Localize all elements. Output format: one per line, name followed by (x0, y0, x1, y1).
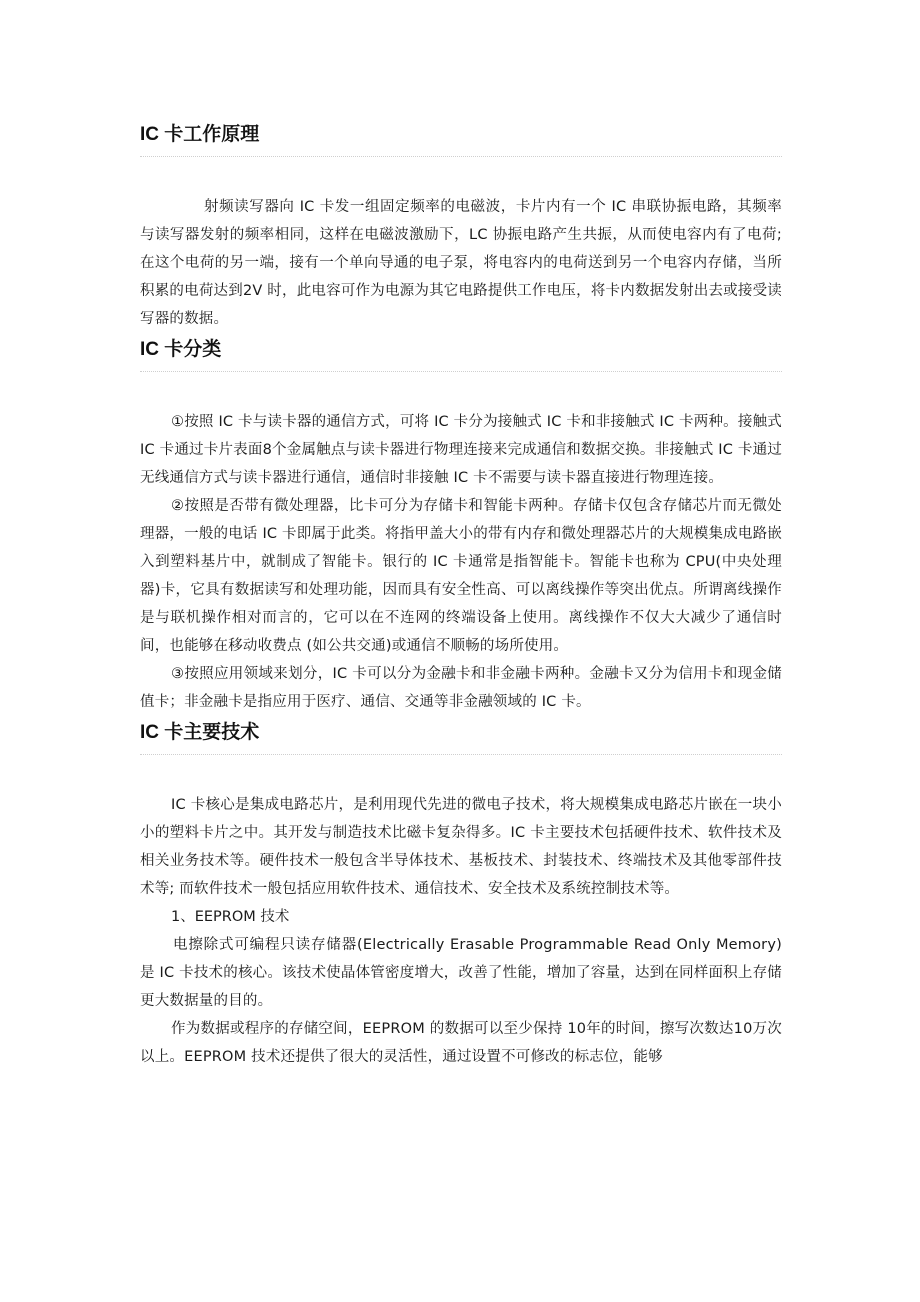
section-heading-main-technologies: IC 卡主要技术 (140, 722, 260, 743)
paragraph-main-technologies: IC 卡核心是集成电路芯片，是利用现代先进的微电子技术，将大规模集成电路芯片嵌在一块小小的塑料卡片之中。其开发与制造技术比磁卡复杂得多。IC 卡主要技术包括硬件技术、软件技术及相关业务技术等。硬件技术一般包含半导体技术、基板技术、封装技术、终端技术及其他零部件技术等; 而软件技术一般包括应用软件技术、通信技术、安全技术及系统控制技术等。 (140, 797, 782, 897)
section-heading-classification: IC 卡分类 (140, 339, 222, 360)
document-page (140, 120, 782, 1071)
paragraph-classification-1: ①按照 IC 卡与读卡器的通信方式，可将 IC 卡分为接触式 IC 卡和非接触式 IC 卡两种。接触式 IC 卡通过卡片表面8个金属触点与读卡器进行物理连接来完成通信和数据交换。非接触式 IC 卡通过无线通信方式与读卡器进行通信，通信时非接触 IC 卡不需要与读卡器直接进行物理连接。 (140, 414, 782, 486)
section-divider (140, 754, 782, 755)
section-heading-working-principle: IC 卡工作原理 (140, 124, 260, 145)
paragraph-eeprom-1: 电擦除式可编程只读存储器(Electrically Erasable Programmable Read Only Memory)是 IC 卡技术的核心。该技术使晶体管密度增大，改善了性能，增加了容量，达到在同样面积上存储更大数据量的目的。 (140, 937, 782, 1009)
paragraph-classification-2: ②按照是否带有微处理器，比卡可分为存储卡和智能卡两种。存储卡仅包含存储芯片而无微处理器，一般的电话 IC 卡即属于此类。将指甲盖大小的带有内存和微处理器芯片的大规模集成电路嵌入到塑料基片中，就制成了智能卡。银行的 IC 卡通常是指智能卡。智能卡也称为 CPU(中央处理器)卡，它具有数据读写和处理功能，因而具有安全性高、可以离线操作等突出优点。所谓离线操作是与联机操作相对而言的，它可以在不连网的终端设备上使用。离线操作不仅大大减少了通信时间，也能够在移动收费点 (如公共交通)或通信不顺畅的场所使用。 (140, 498, 782, 654)
section-divider (140, 156, 782, 157)
paragraph-classification-3: ③按照应用领域来划分，IC 卡可以分为金融卡和非金融卡两种。金融卡又分为信用卡和现金储值卡；非金融卡是指应用于医疗、通信、交通等非金融领域的 IC 卡。 (140, 666, 782, 710)
paragraph-eeprom-2: 作为数据或程序的存储空间，EEPROM 的数据可以至少保持 10年的时间，擦写次数达10万次以上。EEPROM 技术还提供了很大的灵活性，通过设置不可修改的标志位，能够 (140, 1021, 782, 1065)
subheading-eeprom: 1、EEPROM 技术 (171, 909, 290, 925)
section-divider (140, 371, 782, 372)
paragraph-working-principle: 射频读写器向 IC 卡发一组固定频率的电磁波，卡片内有一个 IC 串联协振电路，其频率与读写器发射的频率相同，这样在电磁波激励下，LC 协振电路产生共振，从而使电容内有了电荷; 在这个电荷的另一端，接有一个单向导通的电子泵，将电容内的电荷送到另一个电容内存储，当所积累的电荷达到2V 时，此电容可作为电源为其它电路提供工作电压，将卡内数据发射出去或接受读写器的数据。 (140, 199, 782, 327)
